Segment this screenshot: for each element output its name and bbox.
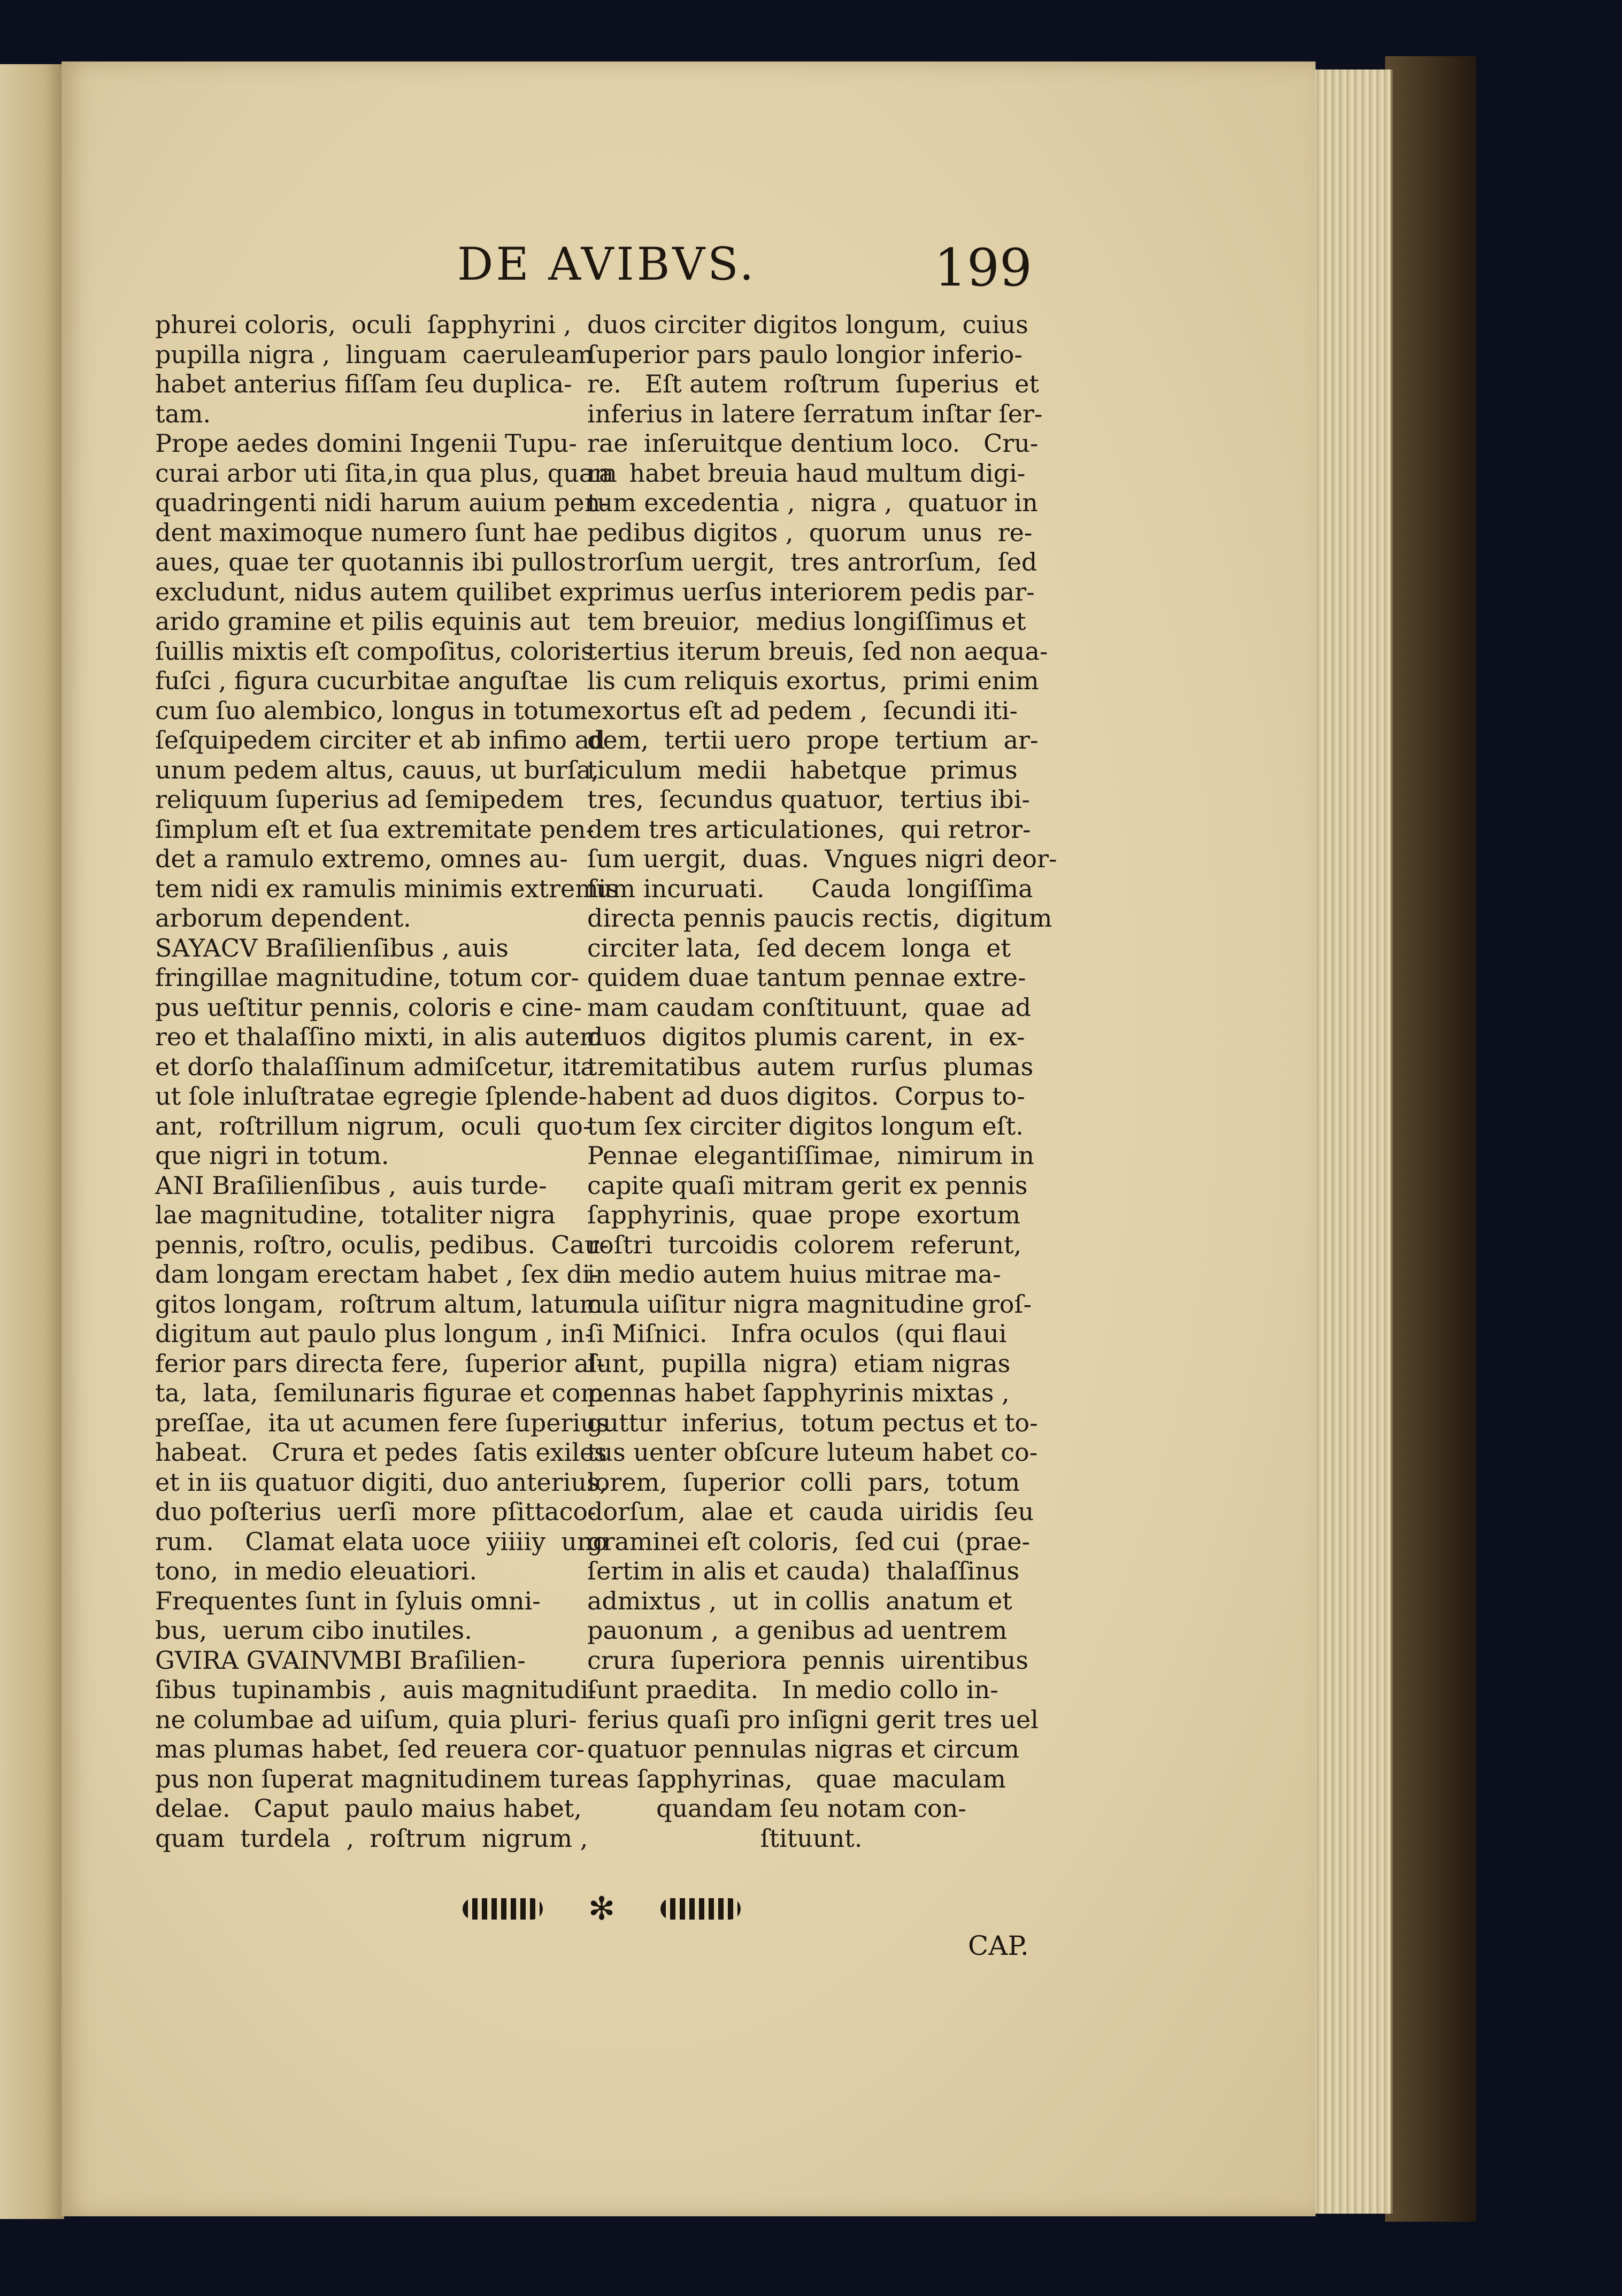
text-line: duos digitos plumis carent, in ex- (587, 1022, 1025, 1051)
ornament-star-icon: ✻ (588, 1890, 616, 1928)
text-line: arido gramine et pilis equinis aut (155, 607, 570, 636)
text-line: quam turdela , roſtrum nigrum , (155, 1823, 588, 1853)
text-line: tem breuior, medius longiſſimus et (587, 607, 1026, 636)
text-line: pedibus digitos , quorum unus re- (587, 518, 1033, 547)
text-line: lis cum reliquis exortus, primi enim (587, 666, 1039, 695)
text-line: ſapphyrinis, quae prope exortum (587, 1200, 1021, 1229)
page-number: 199 (934, 238, 1032, 298)
text-line: ſum incuruati. Cauda longiſſima (587, 874, 1033, 903)
text-line: unum pedem altus, cauus, ut burſa, (155, 755, 599, 784)
text-line: pennis, roſtro, oculis, pedibus. Cau- (155, 1230, 609, 1259)
text-line: habet anterius fiſſam ſeu duplica- (155, 369, 572, 398)
text-line: ſibus tupinambis , auis magnitudi- (155, 1675, 597, 1704)
text-line: fuſci , figura cucurbitae anguſtae (155, 666, 568, 695)
text-line: circiter lata, ſed decem longa et (587, 933, 1011, 962)
text-line: ſum uergit, duas. Vngues nigri deor- (587, 844, 1057, 873)
text-line: ſtituunt. (760, 1823, 863, 1853)
text-line: ſeſquipedem circiter et ab infimo ad (155, 726, 605, 754)
text-line: capite quaſi mitram gerit ex pennis (587, 1170, 1028, 1200)
text-line: lae magnitudine, totaliter nigra (155, 1200, 556, 1229)
text-line: excludunt, nidus autem quilibet ex (155, 577, 588, 606)
text-line: digitum aut paulo plus longum , in- (155, 1319, 593, 1348)
text-line: ANI Braſilienſibus , auis turde- (155, 1170, 547, 1200)
text-line: lorem, ſuperior colli pars, totum (587, 1467, 1020, 1497)
text-line: et in iis quatuor digiti, duo anterius, (155, 1467, 608, 1497)
text-line: primus uerſus interiorem pedis par- (587, 577, 1035, 606)
text-line: tertius iterum breuis, ſed non aequa- (587, 636, 1048, 666)
book-cover-edge (1385, 56, 1476, 2222)
ornament-right-icon (660, 1898, 741, 1920)
text-line: quadringenti nidi harum auium pen- (155, 488, 609, 517)
text-line: tum excedentia , nigra , quatuor in (587, 488, 1038, 517)
text-line: ſimplum eſt et ſua extremitate pen- (155, 814, 595, 844)
text-line: rae inſeruitque dentium loco. Cru- (587, 429, 1039, 458)
text-line: ſertim in alis et cauda) thalaſſinus (587, 1557, 1020, 1585)
text-line: ferior pars directa fere, ſuperior al- (155, 1349, 605, 1378)
text-line: dem tres articulationes, qui retror- (587, 814, 1031, 844)
text-line: eas ſapphyrinas, quae maculam (587, 1764, 1006, 1793)
text-line: pauonum , a genibus ad uentrem (587, 1616, 1008, 1645)
text-line: pennas habet ſapphyrinis mixtas , (587, 1378, 1010, 1407)
facing-page-edge (0, 64, 64, 2219)
text-line: ne columbae ad uiſum, quia pluri- (155, 1705, 577, 1734)
text-line: dorſum, alae et cauda uiridis ſeu (587, 1497, 1034, 1526)
text-line: dam longam erectam habet , ſex di- (155, 1260, 599, 1289)
text-line: exortus eſt ad pedem , ſecundi iti- (587, 696, 1018, 725)
text-line: arborum dependent. (155, 904, 411, 933)
text-line: delae. Caput paulo maius habet, (155, 1794, 582, 1823)
text-line: tus uenter obſcure luteum habet co- (587, 1438, 1038, 1467)
text-line: pupilla nigra , linguam caeruleam (155, 340, 594, 369)
ornament-left-icon (463, 1898, 543, 1920)
text-line: Prope aedes domini Ingenii Tupu- (155, 429, 577, 458)
left-text-column (155, 310, 619, 1853)
text-line: roſtri turcoidis colorem referunt, (587, 1230, 1022, 1259)
text-line: preſſae, ita ut acumen fere ſuperius (155, 1408, 609, 1437)
text-line: et dorſo thalaſſinum admiſcetur, ita (155, 1052, 595, 1081)
text-line: ſuperior pars paulo longior inferio- (587, 340, 1023, 369)
text-line: ta, lata, ſemilunaris figurae et com- (155, 1378, 612, 1407)
page-header (457, 238, 1032, 302)
text-line: ant, roſtrillum nigrum, oculi quo- (155, 1111, 591, 1141)
text-line: phurei coloris, oculi ſapphyrini , (155, 310, 572, 339)
text-line: inferius in latere ſerratum inſtar ſer- (587, 399, 1043, 428)
text-line: ut ſole inluſtratae egregie ſplende- (155, 1082, 587, 1111)
text-line: Frequentes ſunt in ſyluis omni- (155, 1586, 541, 1615)
text-line: tam. (155, 399, 211, 428)
text-line: directa pennis paucis rectis, digitum (587, 904, 1052, 933)
text-line: admixtus , ut in collis anatum et (587, 1586, 1012, 1615)
text-line: dent maximoque numero ſunt hae (155, 518, 579, 547)
text-line: duo poſterius uerſi more pſittaco- (155, 1497, 596, 1526)
text-line: tono, in medio eleuatiori. (155, 1557, 478, 1585)
text-line: quidem duae tantum pennae extre- (587, 963, 1026, 992)
text-line: tremitatibus autem rurſus plumas (587, 1052, 1034, 1081)
text-line: ticulum medii habetque primus (587, 755, 1018, 784)
text-line: ſuillis mixtis eſt compoſitus, coloris (155, 636, 594, 666)
text-line: graminei eſt coloris, ſed cui (prae- (587, 1527, 1030, 1556)
text-line: curai arbor uti ſita,in qua plus, quam (155, 458, 617, 488)
text-line: cula uiſitur nigra magnitudine groſ- (587, 1289, 1032, 1319)
page-block-edges (1305, 70, 1393, 2214)
text-line: reo et thalaſſino mixti, in alis autem (155, 1022, 603, 1051)
text-line: tem nidi ex ramulis minimis extremis (155, 874, 619, 903)
text-line: trorſum uergit, tres antrorſum, ſed (587, 548, 1037, 576)
text-line: SAYACV Braſilienſibus , auis (155, 933, 509, 962)
text-line: que nigri in totum. (155, 1141, 389, 1170)
text-line: rum. Clamat elata uoce yiiiiy uno (155, 1527, 608, 1556)
text-line: habent ad duos digitos. Corpus to- (587, 1082, 1025, 1111)
tailpiece-ornament (463, 1890, 741, 1928)
right-text-column (587, 310, 1057, 1853)
text-line: reliquum ſuperius ad ſemipedem (155, 785, 564, 814)
text-line: quandam ſeu notam con- (656, 1794, 966, 1823)
catchword: CAP. (968, 1930, 1029, 1961)
text-line: crura ſuperiora pennis uirentibus (587, 1645, 1028, 1675)
text-line: det a ramulo extremo, omnes au- (155, 844, 568, 873)
text-line: cum ſuo alembico, longus in totum (155, 696, 588, 725)
text-line: dem, tertii uero prope tertium ar- (587, 726, 1039, 754)
text-line: ſunt praedita. In medio collo in- (587, 1675, 998, 1704)
text-line: quatuor pennulas nigras et circum (587, 1735, 1020, 1763)
text-line: fringillae magnitudine, totum cor- (155, 963, 579, 992)
text-line: GVIRA GVAINVMBI Braſilien- (155, 1645, 526, 1675)
text-line: ferius quaſi pro inſigni gerit tres uel (587, 1705, 1039, 1734)
text-line: ra habet breuia haud multum digi- (587, 458, 1026, 488)
text-line: ſi Miſnici. Infra oculos (qui flaui (587, 1319, 1007, 1348)
text-line: habeat. Crura et pedes ſatis exiles (155, 1438, 607, 1467)
running-title: DE AVIBVS. (457, 238, 757, 290)
text-line: gitos longam, roſtrum altum, latum (155, 1289, 603, 1319)
text-line: duos circiter digitos longum, cuius (587, 310, 1028, 339)
text-line: re. Eſt autem roſtrum ſuperius et (587, 369, 1039, 398)
text-line: pus ueſtitur pennis, coloris e cine- (155, 992, 582, 1022)
text-line: mam caudam conſtituunt, quae ad (587, 992, 1032, 1022)
text-line: guttur inferius, totum pectus et to- (587, 1408, 1038, 1437)
text-line: ſunt, pupilla nigra) etiam nigras (587, 1349, 1011, 1378)
text-line: mas plumas habet, ſed reuera cor- (155, 1735, 585, 1763)
text-line: tum ſex circiter digitos longum eſt. (587, 1111, 1024, 1141)
text-line: in medio autem huius mitrae ma- (587, 1260, 1001, 1289)
text-line: Pennae elegantiſſimae, nimirum in (587, 1141, 1034, 1170)
text-line: bus, uerum cibo inutiles. (155, 1616, 472, 1645)
text-line: aues, quae ter quotannis ibi pullos (155, 548, 586, 576)
text-line: pus non ſuperat magnitudinem tur- (155, 1764, 595, 1793)
text-line: tres, ſecundus quatuor, tertius ibi- (587, 785, 1030, 814)
